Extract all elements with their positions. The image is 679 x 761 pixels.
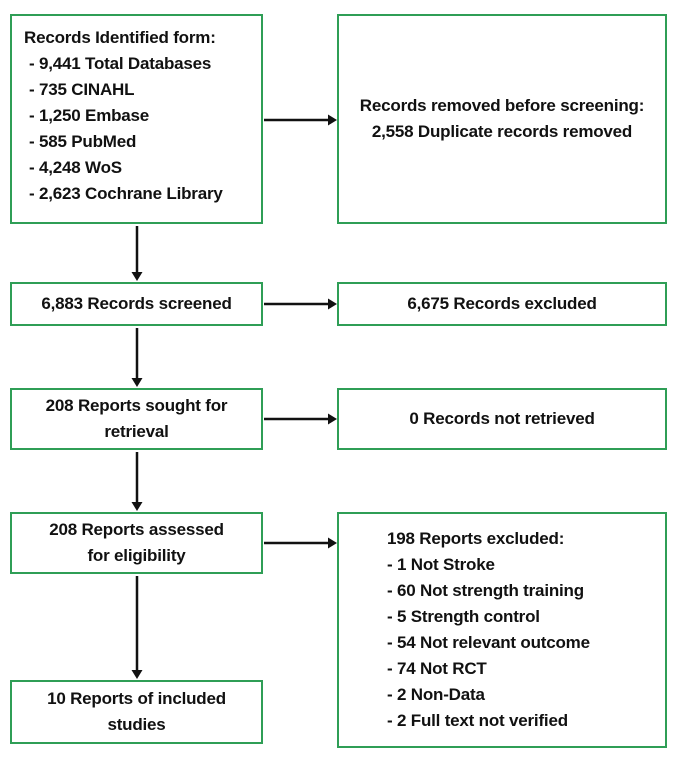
reports-sought-label: 208 Reports sought for retrieval <box>45 396 228 441</box>
records-not-retrieved-label: 0 Records not retrieved <box>409 409 595 428</box>
reports-included-label: 10 Reports of included studies <box>47 689 226 734</box>
box-reports-included <box>10 680 263 744</box>
records-identified-item: - 585 PubMed <box>29 132 137 151</box>
reports-excluded-item: - 2 Non-Data <box>387 685 485 704</box>
records-removed-line1: Records removed before screening: <box>359 96 645 115</box>
arrow-assessed-to-reports-excluded <box>264 538 337 549</box>
records-screened-label: 6,883 Records screened <box>41 294 232 313</box>
records-identified-title: Records Identified form: <box>24 28 216 47</box>
box-records-screened <box>10 282 263 326</box>
records-identified-item: - 9,441 Total Databases <box>29 54 212 73</box>
box-reports-assessed <box>10 512 263 574</box>
reports-excluded-item: - 2 Full text not verified <box>387 711 568 730</box>
box-reports-excluded <box>337 512 667 748</box>
arrow-identified-to-screened <box>132 226 143 281</box>
arrow-assessed-to-included <box>132 576 143 679</box>
records-identified-item: - 1,250 Embase <box>29 106 150 125</box>
reports-excluded-item: - 60 Not strength training <box>387 581 584 600</box>
records-identified-item: - 4,248 WoS <box>29 158 122 177</box>
reports-excluded-title: 198 Reports excluded: <box>387 529 565 548</box>
reports-excluded-item: - 1 Not Stroke <box>387 555 495 574</box>
arrow-sought-to-not-retrieved <box>264 414 337 425</box>
arrow-identified-to-removed <box>264 115 337 126</box>
box-reports-sought <box>10 388 263 450</box>
arrow-screened-to-excluded <box>264 299 337 310</box>
reports-excluded-item: - 5 Strength control <box>387 607 540 626</box>
arrow-screened-to-sought <box>132 328 143 387</box>
box-records-removed-before-screening <box>337 14 667 224</box>
reports-assessed-label: 208 Reports assessed for eligibility <box>49 520 224 565</box>
records-identified-item: - 2,623 Cochrane Library <box>29 184 223 203</box>
records-identified-item: - 735 CINAHL <box>29 80 135 99</box>
records-removed-line2: 2,558 Duplicate records removed <box>371 122 633 141</box>
arrow-sought-to-assessed <box>132 452 143 511</box>
reports-excluded-item: - 54 Not relevant outcome <box>387 633 590 652</box>
box-records-identified <box>10 14 263 224</box>
box-records-excluded <box>337 282 667 326</box>
box-records-not-retrieved <box>337 388 667 450</box>
records-excluded-label: 6,675 Records excluded <box>407 294 597 313</box>
reports-excluded-item: - 74 Not RCT <box>387 659 487 678</box>
